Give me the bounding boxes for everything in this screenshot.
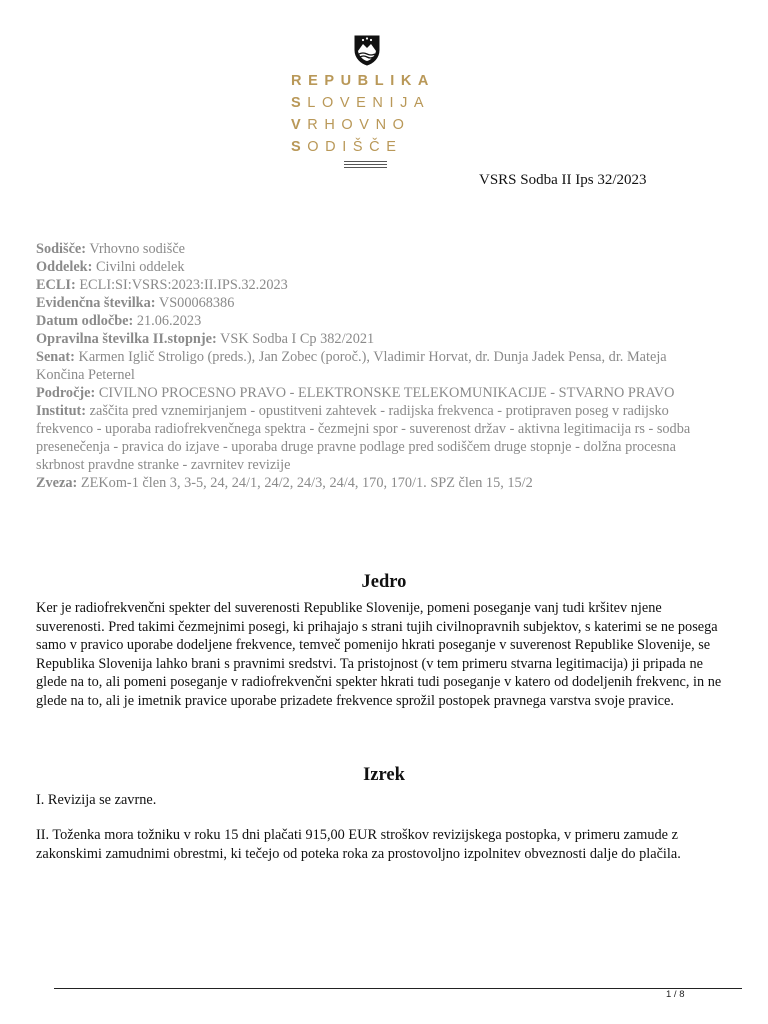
jedro-paragraph: Ker je radiofrekvenčni spekter del suverenosti Republike Slovenije, pomeni poseganje vanj tudi kršitev njene suverenosti. Pred takimi čezmejnimi posegi, ki prihajajo s strani tujih civilnopravnih subjektov, s katerimi se ne posega samo v pravico uporabe dodeljene frekvence, temveč pomenijo hkrati poseganje v suverenost Republike Slovenije, se Republika Slovenija lahko brani s pravnimi sredstvi. Ta pristojnost (v tem primeru stvarna legitimacija) ji pripada ne glede na to, ali pomeni poseganje v radiofrekvenčni spekter hkrati tudi poseganje v katero od dodeljenih frekvenc, in ne glede na to, ali je imetnik pravice uporabe prizadete frekvence sprožil postopek pravnega varstva svoje pravice.	[36, 600, 722, 709]
logo-line-republika: REPUBLIKA	[291, 73, 435, 89]
meta-row-institute: Institut: zaščita pred vznemirjanjem - opustitveni zahtevek - radijska frekvenca - protipraven poseg v radijsko frekvenco - uporaba radiofrekvenčnega spektra - čezmejni spor - suverenost držav - aktivna legitimacija rs - sodba presenečenja - pravica do izjave - uporaba druge pravne podlage pred sodiščem druge stopnje - dolžna procesna skrbnost pravdne stranke - zavrnitev revizije	[36, 403, 691, 473]
page-number: 1 / 8	[666, 989, 685, 1000]
meta-row-department: Oddelek: Civilni oddelek	[36, 259, 185, 275]
logo-line-vrhovno: VRHOVNO	[291, 117, 411, 133]
meta-row-second-instance: Opravilna številka II.stopnje: VSK Sodba I Cp 382/2021	[36, 331, 375, 347]
izrek-heading: Izrek	[363, 765, 405, 785]
slovenian-coat-of-arms-icon	[353, 34, 381, 66]
jedro-heading: Jedro	[361, 572, 407, 592]
izrek-item-2-text: II. Toženka mora tožniku v roku 15 dni plačati 915,00 EUR stroškov revizijskega postopka, v primeru zamude z zakonskimi zamudnimi obrestmi, ki tečejo od poteka roka za prostovoljno izpolnitev obveznosti dalje do plačila.	[36, 827, 681, 862]
logo-decorative-lines	[344, 161, 387, 170]
meta-row-ecli: ECLI: ECLI:SI:VSRS:2023:II.IPS.32.2023	[36, 277, 288, 293]
meta-row-court: Sodišče: Vrhovno sodišče	[36, 241, 186, 257]
meta-row-decision-date: Datum odločbe: 21.06.2023	[36, 313, 202, 329]
footer-divider	[54, 988, 742, 989]
logo-line-sodisce: SODIŠČE	[291, 139, 403, 155]
izrek-item-2	[36, 826, 722, 863]
izrek-item-1	[36, 791, 722, 810]
metadata-block	[36, 240, 700, 492]
document-reference: VSRS Sodba II Ips 32/2023	[479, 172, 647, 188]
logo-line-slovenija: SLOVENIJA	[291, 95, 431, 111]
meta-row-field: Področje: CIVILNO PROCESNO PRAVO - ELEKTRONSKE TELEKOMUNIKACIJE - STVARNO PRAVO	[36, 385, 675, 401]
meta-row-senate: Senat: Karmen Iglič Stroligo (preds.), Jan Zobec (poroč.), Vladimir Horvat, dr. Dunja Jadek Pensa, dr. Mateja Končina Peternel	[36, 349, 667, 383]
jedro-text	[36, 599, 722, 710]
court-logo-text	[291, 70, 451, 158]
meta-row-record-number: Evidenčna številka: VS00068386	[36, 295, 235, 311]
meta-row-connection: Zveza: ZEKom-1 člen 3, 3-5, 24, 24/1, 24/2, 24/3, 24/4, 170, 170/1. SPZ člen 15, 15/2	[36, 475, 533, 491]
logo-initial-letter: V	[291, 117, 308, 133]
logo-initial-letter: S	[291, 139, 308, 155]
logo-initial-letter: S	[291, 95, 308, 111]
izrek-item-1-text: I. Revizija se zavrne.	[36, 792, 157, 808]
